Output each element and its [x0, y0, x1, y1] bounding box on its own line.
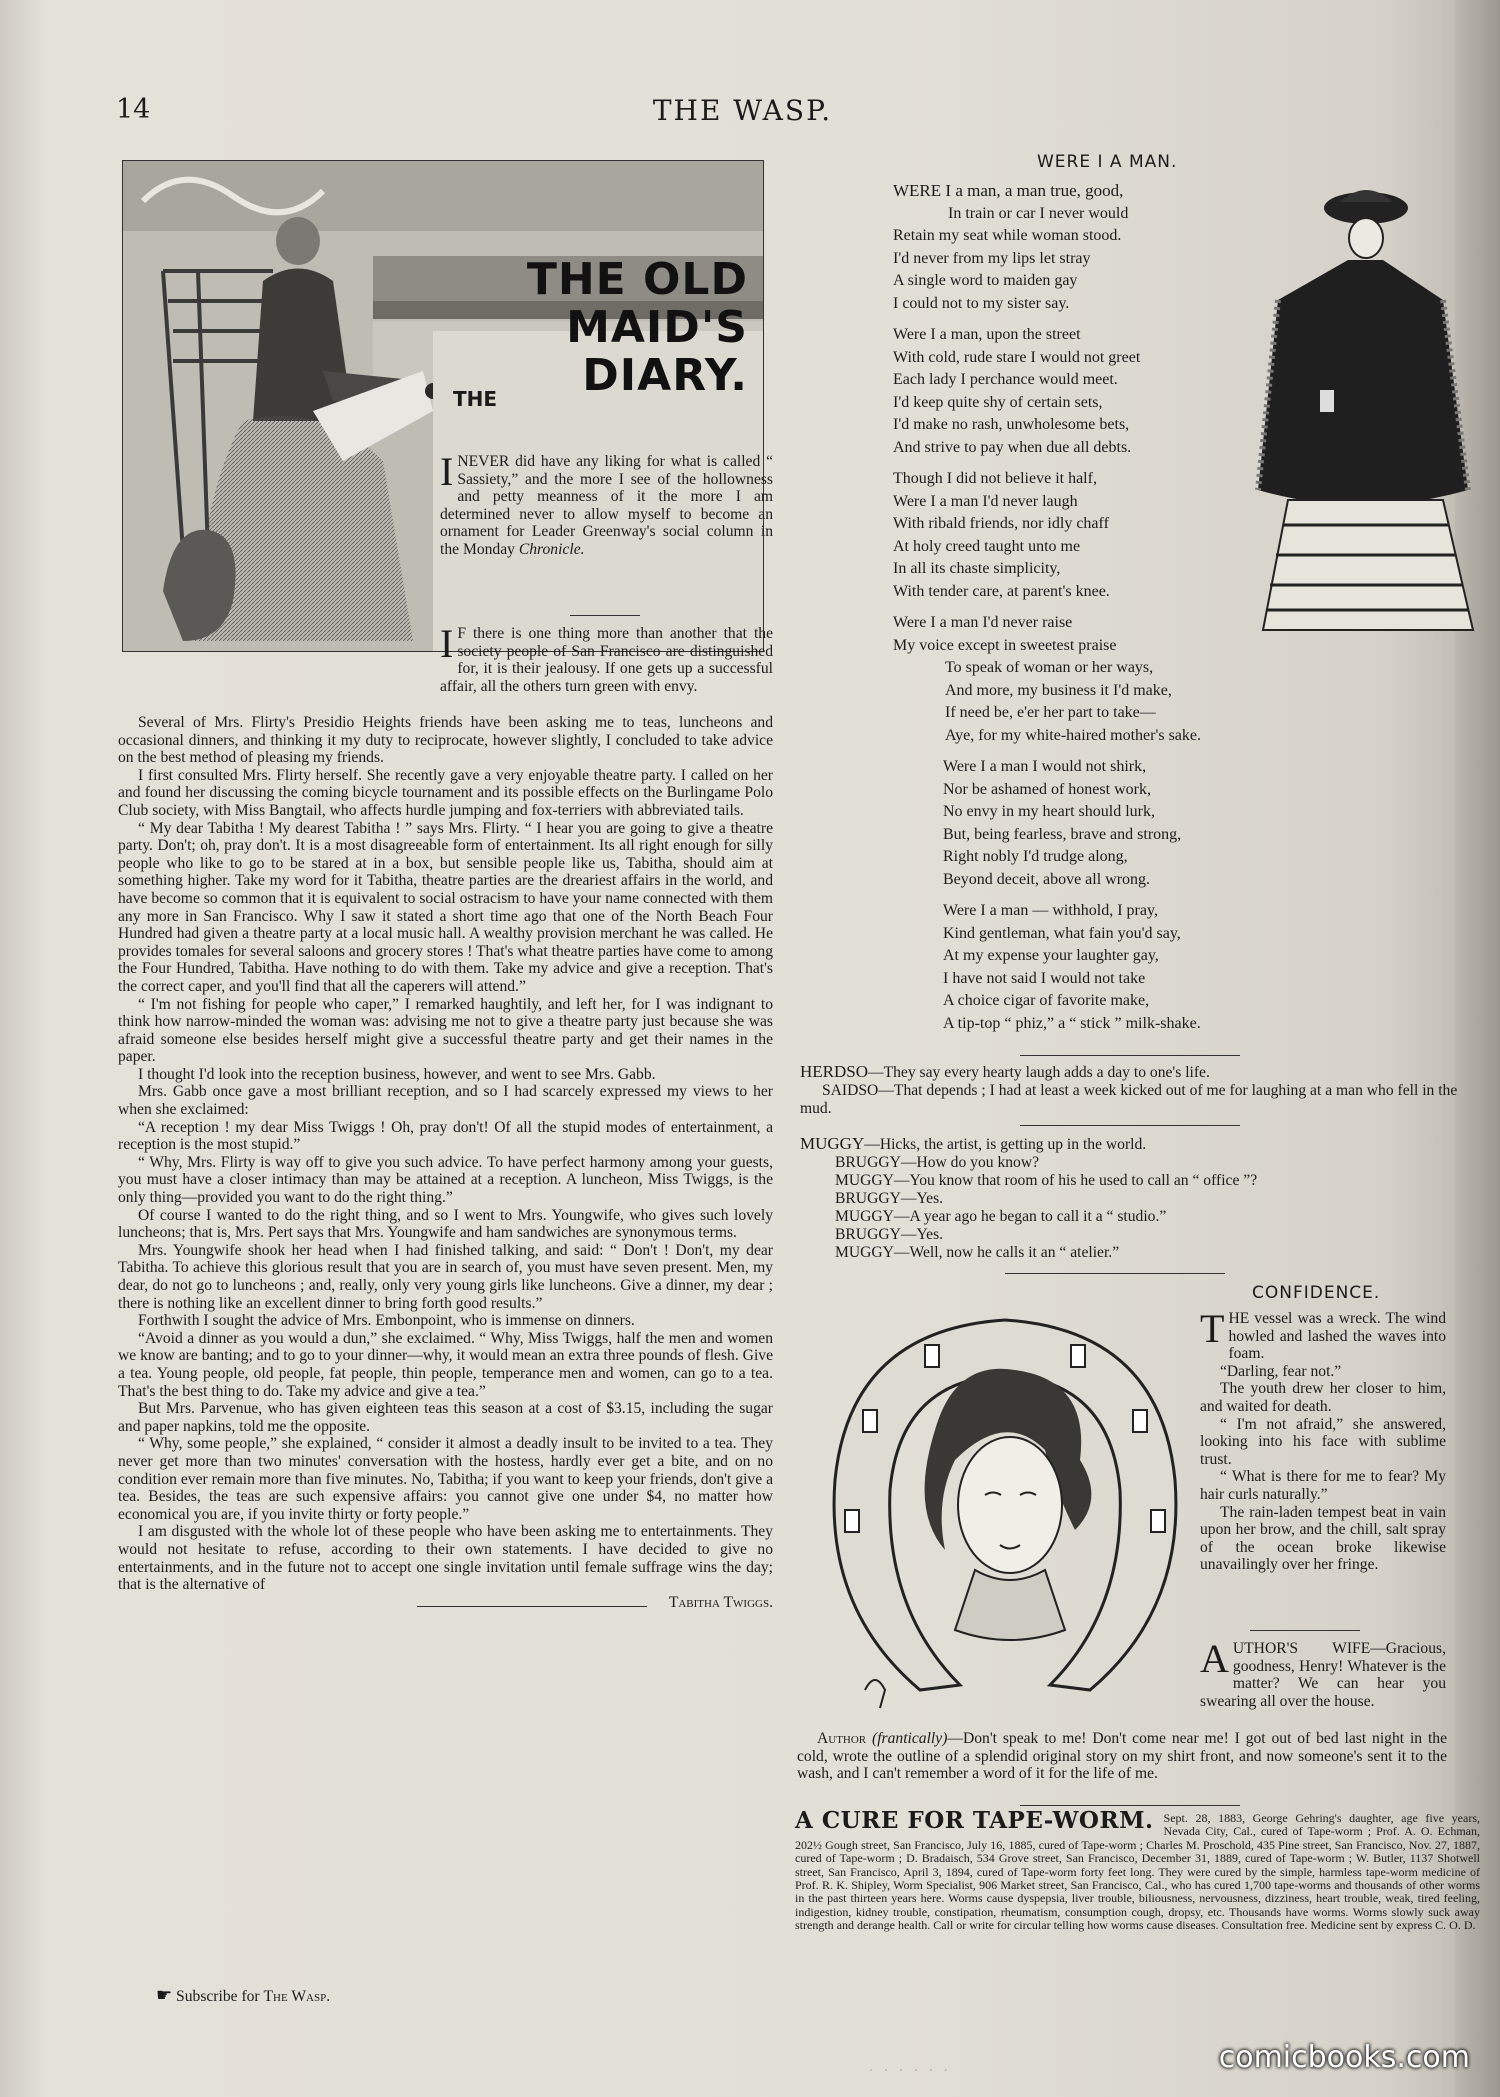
speaker: MUGGY: [835, 1208, 894, 1225]
illustration-drawing: [123, 161, 763, 651]
diary-paragraph: “ Why, Mrs. Flirty is way off to give you such advice. To have perfect harmony among your guests, you must have a closer intimacy than may be attained at a reception. A luncheon, Miss Twiggs, is the only thing—provided you want to do the right thing.”: [118, 1153, 773, 1207]
poem-line: And more, my business it I'd make,: [945, 681, 1172, 699]
poem-line: Right nobly I'd trudge along,: [943, 848, 1128, 865]
confidence-line: The rain-laden tempest beat in vain upon her brow, and the chill, salt spray of the ocean broke likewise unavailingly over her fringe.: [1200, 1503, 1446, 1574]
poem-line: WERE I a man, a man true, good,: [893, 181, 1124, 200]
authors-wife-joke: [1200, 1636, 1446, 1710]
line: —You know that room of his he used to call an “ office ”?: [893, 1172, 1258, 1189]
diary-paragraph: Of course I wanted to do the right thing, and so I went to Mrs. Youngwife, who gives such lovely luncheons; that is, Mrs. Pert says that Mrs. Youngwife and ham sandwiches are synonymous terms.: [118, 1206, 773, 1242]
subscribe-text: Subscribe for: [176, 1988, 264, 2005]
speaker: SAIDSO: [822, 1082, 879, 1099]
muggy-divider: [1005, 1273, 1225, 1274]
authors-wife-text: UTHOR'S WIFE—Gracious, goodness, Henry! Whatever is the matter? We can hear you swearing all over the house.: [1200, 1640, 1446, 1710]
subscribe-note: [156, 1985, 330, 2006]
poem-line: I'd keep quite shy of certain sets,: [893, 393, 1103, 411]
joke-divider: [1020, 1125, 1240, 1126]
lady-in-cape-illustration: [1248, 180, 1480, 640]
poem-line: With tender care, at parent's knee.: [893, 582, 1110, 600]
diary-paragraph: But Mrs. Parvenue, who has given eighteen teas this season at a cost of $3.15, including the sugar and paper napkins, told me the opposite.: [118, 1400, 773, 1435]
poem-line: But, being fearless, brave and strong,: [943, 825, 1182, 843]
diary-paragraph: Mrs. Youngwife shook her head when I had finished talking, and said: “ Don't ! Don't, my dear Tabitha. To achieve this glorious result that you are in search of, you must have seven present. Men, my dear, do not go to luncheons ; and, really, only very young girls like luncheons. Give a dinner, my dear ; there is nothing like an excellent dinner to bring forth good results.”: [118, 1241, 773, 1312]
poem-line: Beyond deceit, above all wrong.: [943, 870, 1151, 888]
line: —They say every hearty laugh adds a day to one's life.: [868, 1064, 1210, 1081]
dropcap-t: T: [1200, 1306, 1225, 1351]
confidence-divider: [1250, 1630, 1360, 1631]
poem-line: A single word to maiden gay: [893, 272, 1078, 289]
poem-line: Retain my seat while woman stood.: [893, 227, 1122, 244]
poem-title: WERE I A MAN.: [1037, 152, 1178, 172]
poem-line: To speak of woman or her ways,: [945, 659, 1154, 676]
diary-paragraph: “ Why, some people,” she explained, “ consider it almost a deadly insult to be invited to a tea. They never get more than two minutes' conversation with the hostess, hardly ever get a bite, and on no condition ever remain more than five minutes. No, Tabitha; if you want to keep your friends, don't give a tea. Besides, the teas are such expensive affairs: you cannot give one under $4, no matter how economical you are, if you invite thirty or forty people.”: [118, 1435, 773, 1523]
poem-line: Were I a man I would not shirk,: [943, 758, 1147, 775]
author-label: Author: [817, 1730, 867, 1747]
poem-line: I have not said I would not take: [943, 969, 1146, 987]
poem-line: Were I a man I'd never raise: [893, 614, 1073, 631]
dropcap-if: I: [440, 621, 454, 666]
poem-line: A choice cigar of favorite make,: [943, 992, 1150, 1009]
poem-line: With ribald friends, nor idly chaff: [893, 515, 1109, 532]
poem-line: My voice except in sweetest praise: [893, 636, 1117, 654]
confidence-line: “ I'm not afraid,” she answered, looking into his face with sublime trust.: [1200, 1415, 1446, 1468]
poem-line: And strive to pay when due all debts.: [893, 438, 1132, 456]
page-number: 14: [116, 94, 151, 125]
stanza-2: [893, 324, 1253, 459]
ad-text: Sept. 28, 1883, George Gehring's daughter, age five years, Nevada City, Cal., cured of Tape-worm ; Prof. A. O. Echman, 202½ Gough street, San Francisco, July 16, 1885, cured of Tape-worm ; Charles M. Proschold, 435 Pine street, San Francisco, Nov. 27, 1887, cured of Tape-worm ; D. Bradaisch, 534 Grove street, San Francisco, December 31, 1889, cured of Tape-worm ; W. Butler, 1137 Shotwell street, San Francisco, April 3, 1894, cured of Tape-worm forty feet long. They were cured by the simple, harmless tape-worm medicine of Prof. R. K. Shipley, Worm Specialist, 906 Market street, San Francisco, Cal., who has cured 1,700 tape-worms and thousands of other worms in the past thirteen years here. Worms cause dyspepsia, liver trouble, biliousness, nervousness, dizziness, heart trouble, weak, tired feeling, indigestion, kidney trouble, constipation, rheumatism, consumption cough, dropsy, etc. Thousands have worms. Worms slowly suck away strength and derange health. Call or write for circular telling how worms cause diseases. Consultation free. Medicine sent by express C. O. D.: [795, 1811, 1480, 1933]
speaker: HERDSO: [800, 1062, 869, 1081]
diary-paragraph: Forthwith I sought the advice of Mrs. Embonpoint, who is immense on dinners.: [138, 1312, 635, 1330]
ad-divider: [1020, 1805, 1240, 1806]
speaker: BRUGGY: [835, 1190, 901, 1207]
confidence-title: CONFIDENCE.: [1252, 1283, 1381, 1303]
line: —That depends ; I had at least a week kicked out of me for laughing at a man who fell in the mud.: [800, 1082, 1458, 1117]
horseshoe-portrait-illustration: [805, 1290, 1205, 1720]
line: —Yes.: [900, 1190, 944, 1207]
diary-paragraph: “Avoid a dinner as you would a dun,” she exclaimed. “ Why, Miss Twiggs, half the men and women we know are banting; and to go to your dinner—why, it would mean an extra three pounds of flesh. Give a tea. Young people, old people, fat people, thin people, temperance men and women, can go to a tea. That's the best thing to do. Take my advice and give a tea.”: [118, 1329, 773, 1400]
muggy-joke: [800, 1135, 1480, 1262]
svg-text:THE: THE: [453, 387, 498, 411]
herdso-joke: [800, 1063, 1480, 1118]
diary-intro: [440, 449, 773, 559]
old-maids-diary-illustration: [122, 160, 764, 652]
confidence-line: HE vessel was a wreck. The wind howled and lashed the waves into foam.: [1228, 1310, 1446, 1363]
speaker: BRUGGY: [835, 1154, 901, 1171]
stanza-4: [893, 612, 1253, 747]
pointing-hand-icon: ☛: [156, 1985, 173, 2005]
speaker: MUGGY: [835, 1172, 894, 1189]
author-reply: [797, 1730, 1447, 1783]
confidence-line: The youth drew her closer to him, and waited for death.: [1200, 1380, 1446, 1415]
poem-divider: [1020, 1055, 1240, 1056]
signature-line: [417, 1606, 647, 1607]
stanza-3: [893, 468, 1253, 603]
poem-line: Nor be ashamed of honest work,: [943, 780, 1151, 798]
line: —Hicks, the artist, is getting up in the world.: [864, 1136, 1147, 1153]
poem-line: A tip-top “ phiz,” a “ stick ” milk-shake.: [943, 1014, 1201, 1032]
p2-text: F there is one thing more than another that the society people of San Francisco are distinguished for, it is their jealousy. If one gets up a successful affair, all the others turn green with envy.: [440, 625, 773, 695]
diary-paragraph: “ My dear Tabitha ! My dearest Tabitha ! ” says Mrs. Flirty. “ I hear you are going to give a theatre party. Don't; oh, pray don't. It is a most disagreeable form of entertainment. Its all right enough for silly people who like to go to be stared at in a box, but sensible people like us, Tabitha, should aim at something higher. Take my word for it Tabitha, theatre parties are the dreariest affairs in the world, and have become so common that it is equivalent to social ostracism to have your name connected with them any more in San Francisco. Why I saw it stated a short time ago that one of the North Beach Four Hundred had given a theatre party at a local music hall. A wealthy provision merchant he was called. He provides tomales for several saloons and grocery stores ! That's what theatre parties have come to among the Four Hundred, Tabitha. Have nothing to do with them. Take my advice and give a reception. That's the correct caper, and you'll find that all the caperers will attend.”: [118, 819, 773, 995]
horseshoe-drawing: [805, 1290, 1205, 1720]
page-header: [110, 94, 1375, 134]
poem-line: In all its chaste simplicity,: [893, 560, 1061, 577]
diary-paragraph-two: [440, 621, 773, 695]
confidence-story: [1200, 1306, 1446, 1574]
tape-worm-advertisement: [795, 1807, 1480, 1933]
speaker: MUGGY: [835, 1244, 894, 1261]
diary-paragraph: I am disgusted with the whole lot of these people who have been asking me to entertainments. They would not hesitate to refuse, according to their own statements. I have decided to give no entertainments, and in the future not to accept one single invitation until female suffrage wins the day; that is the alternative of: [118, 1523, 773, 1594]
diary-paragraph: Mrs. Gabb once gave a most brilliant reception, and so I had scarcely expressed my views to her when she exclaimed:: [118, 1083, 773, 1119]
confidence-line: “Darling, fear not.”: [1220, 1362, 1342, 1380]
poem-line: Though I did not believe it half,: [893, 470, 1097, 487]
diary-paragraph: “A reception ! my dear Miss Twiggs ! Oh, pray don't! Of all the stupid modes of entertainment, a reception is the most stupid.”: [118, 1118, 773, 1154]
poem-line: If need be, e'er her part to take—: [945, 704, 1156, 721]
illustration-title: THE OLD MAID'S DIARY.: [526, 254, 748, 401]
masthead: THE WASP.: [652, 94, 833, 127]
poem-line: At holy creed taught unto me: [893, 537, 1081, 555]
poem-line: Each lady I perchance would meet.: [893, 371, 1118, 388]
poem-line: With cold, rude stare I would not greet: [893, 348, 1141, 366]
diary-paragraph: “ I'm not fishing for people who caper,” I remarked haughtily, and left her, for I was indignant to think how narrow-minded the woman was: advising me not to give a theatre party just because she was afraid someone else besides herself might give a successful theatre party and get their names in the paper.: [118, 995, 773, 1066]
stanza-5: [893, 756, 1253, 891]
speaker: MUGGY: [800, 1134, 865, 1153]
intro-divider: [570, 615, 640, 616]
dropcap-a: A: [1200, 1636, 1229, 1681]
poem-line: In train or car I never would: [948, 204, 1129, 222]
poem-line: Were I a man — withhold, I pray,: [943, 902, 1158, 919]
chronicle-italic: Chronicle.: [518, 540, 585, 558]
poem-line: I could not to my sister say.: [893, 294, 1070, 312]
line: —How do you know?: [900, 1154, 1040, 1171]
line: —Well, now he calls it an “ atelier.”: [893, 1244, 1120, 1261]
diary-paragraph: I first consulted Mrs. Flirty herself. She recently gave a very enjoyable theatre party. I called on her and found her discussing the coming bicycle tournament and its possible effects on the Burlingame Polo Club society, with Miss Bangtail, who affects hurdle jumping and fox-terriers with abbreviated tails.: [118, 766, 773, 819]
poem-line: I'd make no rash, unwholesome bets,: [893, 416, 1130, 433]
subscribe-publication: The Wasp.: [263, 1988, 331, 2005]
stanza-6: [893, 900, 1253, 1035]
stanza-1: [893, 180, 1253, 315]
diary-paragraph: I thought I'd look into the reception business, however, and went to see Mrs. Gabb.: [138, 1065, 656, 1083]
poem-line: No envy in my heart should lurk,: [943, 803, 1155, 820]
diary-paragraph: Several of Mrs. Flirty's Presidio Heights friends have been asking me to teas, luncheons and occasional dinners, and thinking it my duty to reciprocate, however slightly, I concluded to take advice on the best method of pleasing my friends.: [118, 714, 773, 767]
poem-line: At my expense your laughter gay,: [943, 947, 1159, 964]
bleed-through-text: · · · · · ·: [869, 2063, 951, 2079]
author-direction: (frantically): [872, 1730, 948, 1747]
intro-text: NEVER did have any liking for what is called “ Sassiety,” and the more I see of the hollowness and petty meanness of it the more I am determined never to allow myself to become an ornament for Leader Greenway's social column in the Monday: [440, 453, 773, 558]
poem-line: Aye, for my white-haired mother's sake.: [945, 726, 1201, 744]
poem-line: Were I a man I'd never laugh: [893, 492, 1078, 510]
watermark: comicbooks.com: [1218, 2040, 1470, 2075]
confidence-line: “ What is there for me to fear? My hair curls naturally.”: [1200, 1468, 1446, 1503]
ad-title: A CURE FOR TAPE-WORM.: [795, 1807, 1154, 1834]
poem-line: Kind gentleman, what fain you'd say,: [943, 924, 1181, 942]
lady-drawing: [1248, 180, 1480, 640]
line: —A year ago he began to call it a “ studio.”: [893, 1208, 1167, 1225]
poem-line: I'd never from my lips let stray: [893, 249, 1091, 267]
poem-line: Were I a man, upon the street: [893, 326, 1081, 343]
dropcap-i: I: [440, 449, 454, 494]
diary-body: [118, 714, 773, 1611]
poem-were-i-a-man: [893, 180, 1253, 1044]
signature: Tabitha Twiggs.: [668, 1593, 773, 1611]
line: —Yes.: [900, 1226, 944, 1243]
speaker: BRUGGY: [835, 1226, 901, 1243]
author-text: —Don't speak to me! Don't come near me! I got out of bed last night in the cold, wrote the outline of a splendid original story on my shirt front, and now someone's sent it to the wash, and I can't remember a word of it for the life of me.: [797, 1730, 1448, 1783]
